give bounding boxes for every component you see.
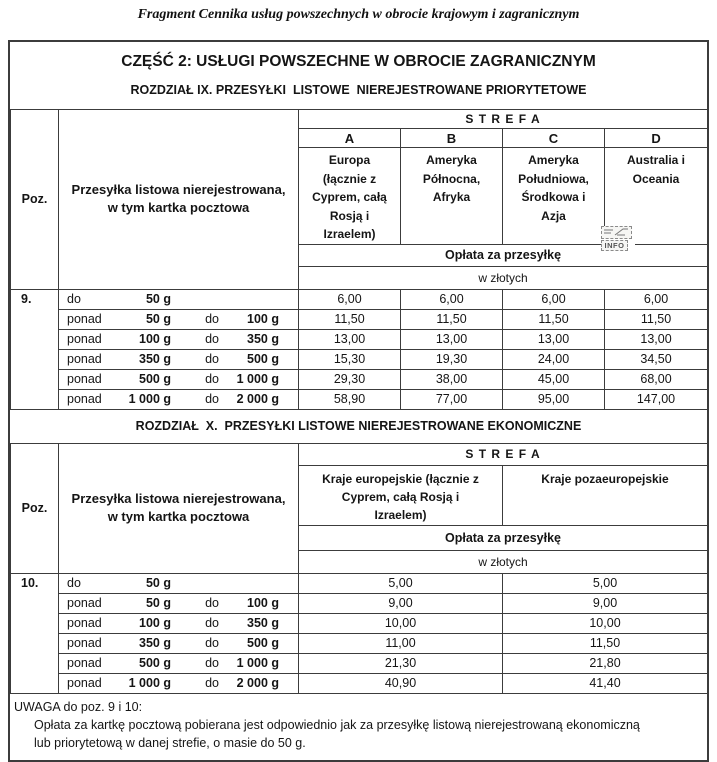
price-cell: 13,00 xyxy=(299,329,401,349)
item-column-header-text: Przesyłka listowa nierejestrowana, w tym kartka pocztowa xyxy=(71,181,286,216)
range-weight-2: 350 g xyxy=(247,332,279,347)
range-word-2: do xyxy=(205,636,219,651)
range-weight-2: 100 g xyxy=(247,596,279,611)
price-cell: 11,50 xyxy=(503,633,708,653)
zone-code-a: A xyxy=(299,129,401,148)
range-weight-2 xyxy=(219,292,279,306)
price-cell: 5,00 xyxy=(299,573,503,593)
zone-desc-a-text: Europa (łącznie z Cyprem, całą Rosją i Izraelem) xyxy=(312,153,387,242)
weight-range xyxy=(59,289,299,309)
range-weight-1: 350 g xyxy=(139,352,171,367)
note-section xyxy=(10,694,707,760)
table-row xyxy=(11,673,708,693)
range-weight-2: 2 000 g xyxy=(236,676,279,691)
table-row xyxy=(11,309,708,329)
table-row xyxy=(11,329,708,349)
range-word-1: do xyxy=(67,292,81,307)
fee-header: Opłata za przesyłkę xyxy=(299,244,708,266)
table-row xyxy=(11,573,708,593)
price-cell: 147,00 xyxy=(605,389,708,409)
range-word-2: do xyxy=(205,352,219,367)
weight-range xyxy=(59,633,299,653)
range-word-2: do xyxy=(205,616,219,631)
zone-desc-european xyxy=(299,465,503,525)
range-weight-1: 50 g xyxy=(145,596,171,611)
price-list-box xyxy=(8,40,709,762)
document-title: Fragment Cennika usług powszechnych w obrocie krajowym i zagranicznym xyxy=(137,7,580,22)
range-weight-2: 100 g xyxy=(247,312,279,327)
weight-range xyxy=(59,673,299,693)
price-cell: 13,00 xyxy=(503,329,605,349)
price-cell: 95,00 xyxy=(503,389,605,409)
strefa-header: S T R E F A xyxy=(299,110,708,129)
range-weight-1: 50 g xyxy=(145,312,171,327)
currency-header: w złotych xyxy=(299,550,708,573)
weight-range xyxy=(59,573,299,593)
range-word-1: ponad xyxy=(67,372,102,387)
zone-code-b: B xyxy=(401,129,503,148)
poz-number: 10. xyxy=(11,573,59,693)
price-cell: 6,00 xyxy=(605,289,708,309)
weight-range xyxy=(59,389,299,409)
zone-desc-a xyxy=(299,148,401,245)
range-word-1: ponad xyxy=(67,676,102,691)
range-weight-2: 500 g xyxy=(247,352,279,367)
table-row xyxy=(11,593,708,613)
range-word-2: do xyxy=(205,676,219,691)
price-cell: 11,00 xyxy=(299,633,503,653)
weight-range xyxy=(59,653,299,673)
poz-number: 9. xyxy=(11,289,59,409)
priority-table xyxy=(10,109,708,410)
range-word-2 xyxy=(171,292,219,306)
price-cell: 29,30 xyxy=(299,369,401,389)
economy-table xyxy=(10,443,708,694)
item-column-header xyxy=(59,110,299,290)
price-cell: 77,00 xyxy=(401,389,503,409)
range-word-2: do xyxy=(205,372,219,387)
range-word-1: ponad xyxy=(67,656,102,671)
poz-column-header: Poz. xyxy=(11,110,59,290)
price-cell: 38,00 xyxy=(401,369,503,389)
range-word-1: ponad xyxy=(67,596,102,611)
range-word-1: ponad xyxy=(67,616,102,631)
range-weight-1: 1 000 g xyxy=(128,676,171,691)
price-cell: 6,00 xyxy=(503,289,605,309)
range-weight-1: 500 g xyxy=(139,372,171,387)
range-word-1: do xyxy=(67,576,81,591)
price-cell: 34,50 xyxy=(605,349,708,369)
poz-column-header: Poz. xyxy=(11,443,59,573)
range-weight-1: 50 g xyxy=(145,576,171,591)
chapter-ix-header: ROZDZIAŁ IX. PRZESYŁKI LISTOWE NIEREJESTROWANE PRIORYTETOWE xyxy=(130,83,587,97)
strefa-header: S T R E F A xyxy=(299,443,708,465)
price-cell: 11,50 xyxy=(401,309,503,329)
range-weight-1: 350 g xyxy=(139,636,171,651)
range-weight-2: 350 g xyxy=(247,616,279,631)
price-cell: 45,00 xyxy=(503,369,605,389)
table-row xyxy=(11,653,708,673)
chapter-x-header: ROZDZIAŁ X. PRZESYŁKI LISTOWE NIEREJESTROWANE EKONOMICZNE xyxy=(135,419,582,434)
zone-desc-c-text: Ameryka Południowa, Środkowa i Azja xyxy=(518,153,589,223)
currency-header: w złotych xyxy=(299,266,708,289)
item-column-header-text: Przesyłka listowa nierejestrowana, w tym kartka pocztowa xyxy=(71,490,286,525)
main-header-band xyxy=(10,42,707,109)
part-header: CZĘŚĆ 2: USŁUGI POWSZECHNE W OBROCIE ZAGRANICZNYM xyxy=(121,53,596,70)
zone-code-d: D xyxy=(605,129,708,148)
price-cell: 6,00 xyxy=(299,289,401,309)
item-column-header xyxy=(59,443,299,573)
broken-image-placeholder xyxy=(601,226,635,251)
weight-range xyxy=(59,309,299,329)
note-title: UWAGA do poz. 9 i 10: xyxy=(14,699,143,714)
table-row xyxy=(11,349,708,369)
zone-desc-european-text: Kraje europejskie (łącznie z Cyprem, całą Rosją i Izraelem) xyxy=(322,471,479,522)
price-cell: 11,50 xyxy=(299,309,401,329)
range-word-1: ponad xyxy=(67,332,102,347)
zone-desc-d-text: Australia i Oceania xyxy=(627,153,686,186)
info-label: INFO xyxy=(601,240,628,251)
price-cell: 11,50 xyxy=(503,309,605,329)
price-cell: 40,90 xyxy=(299,673,503,693)
broken-image-icon xyxy=(601,226,632,239)
range-word-1: ponad xyxy=(67,352,102,367)
range-weight-2: 500 g xyxy=(247,636,279,651)
price-cell: 9,00 xyxy=(503,593,708,613)
price-cell: 58,90 xyxy=(299,389,401,409)
range-weight-2: 2 000 g xyxy=(236,392,279,407)
price-cell: 15,30 xyxy=(299,349,401,369)
zone-desc-noneuropean-text: Kraje pozaeuropejskie xyxy=(541,471,669,486)
range-word-2 xyxy=(171,576,219,590)
range-word-1: ponad xyxy=(67,392,102,407)
range-word-2: do xyxy=(205,656,219,671)
price-cell: 19,30 xyxy=(401,349,503,369)
price-cell: 13,00 xyxy=(605,329,708,349)
weight-range xyxy=(59,349,299,369)
note-line-1: Opłata za kartkę pocztową pobierana jest odpowiednio jak za przesyłkę listową nierejestrowaną ekonomiczną xyxy=(34,718,640,733)
price-cell: 68,00 xyxy=(605,369,708,389)
zone-desc-b-text: Ameryka Północna, Afryka xyxy=(422,153,481,205)
range-weight-2 xyxy=(219,576,279,590)
price-cell: 11,50 xyxy=(605,309,708,329)
range-weight-1: 50 g xyxy=(145,292,171,307)
table-row xyxy=(11,613,708,633)
zone-desc-c xyxy=(503,148,605,245)
price-cell: 10,00 xyxy=(503,613,708,633)
range-word-2: do xyxy=(205,332,219,347)
price-cell: 21,30 xyxy=(299,653,503,673)
range-weight-1: 100 g xyxy=(139,332,171,347)
range-word-2: do xyxy=(205,392,219,407)
range-word-2: do xyxy=(205,596,219,611)
price-cell: 6,00 xyxy=(401,289,503,309)
range-weight-1: 100 g xyxy=(139,616,171,631)
price-cell: 9,00 xyxy=(299,593,503,613)
range-weight-1: 500 g xyxy=(139,656,171,671)
zone-desc-noneuropean xyxy=(503,465,708,525)
price-cell: 5,00 xyxy=(503,573,708,593)
table-row xyxy=(11,289,708,309)
zone-desc-b xyxy=(401,148,503,245)
weight-range xyxy=(59,369,299,389)
weight-range xyxy=(59,329,299,349)
table-row xyxy=(11,369,708,389)
range-weight-2: 1 000 g xyxy=(236,372,279,387)
zone-code-c: C xyxy=(503,129,605,148)
table-row xyxy=(11,633,708,653)
price-cell: 41,40 xyxy=(503,673,708,693)
weight-range xyxy=(59,613,299,633)
note-line-2: lub priorytetową w danej strefie, o masie do 50 g. xyxy=(34,736,306,751)
price-cell: 13,00 xyxy=(401,329,503,349)
range-weight-1: 1 000 g xyxy=(128,392,171,407)
range-weight-2: 1 000 g xyxy=(236,656,279,671)
fee-header: Opłata za przesyłkę xyxy=(299,525,708,550)
price-cell: 10,00 xyxy=(299,613,503,633)
weight-range xyxy=(59,593,299,613)
price-cell: 21,80 xyxy=(503,653,708,673)
table-row xyxy=(11,389,708,409)
price-cell: 24,00 xyxy=(503,349,605,369)
range-word-1: ponad xyxy=(67,312,102,327)
range-word-2: do xyxy=(205,312,219,327)
range-word-1: ponad xyxy=(67,636,102,651)
